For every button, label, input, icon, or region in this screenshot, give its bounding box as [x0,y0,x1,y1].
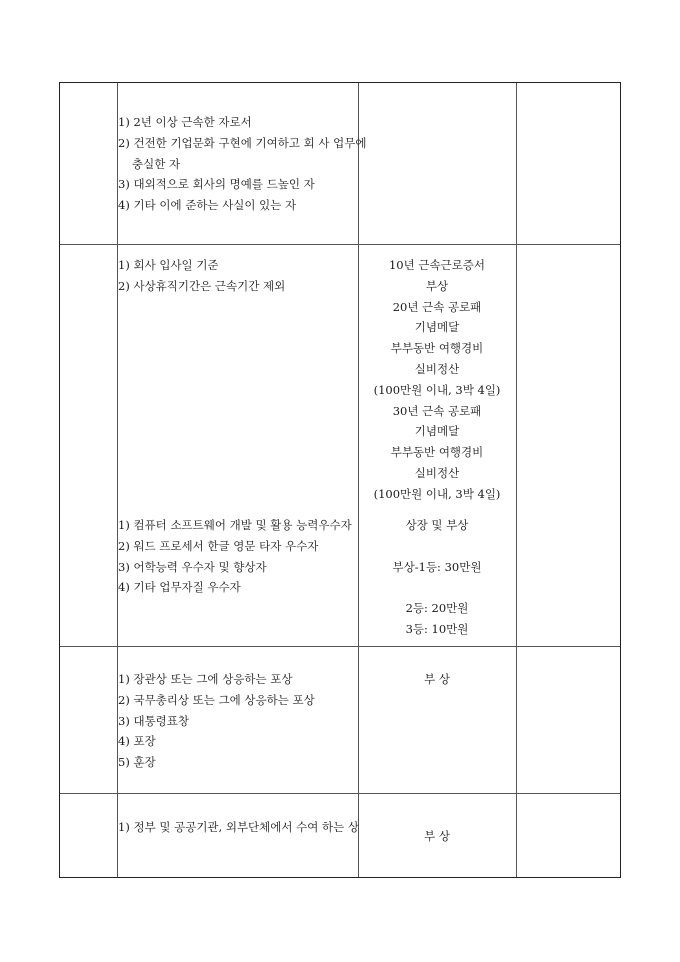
column-divider [516,83,517,877]
award-line [358,577,516,598]
criteria-cell [118,112,367,216]
criteria-item: 1) 컴퓨터 소프트웨어 개발 및 활용 능력우수자 [118,518,352,532]
criteria-item: 5) 훈장 [118,755,156,770]
row-divider [60,244,620,245]
award-line: 20년 근속 공로패 [392,299,482,314]
criteria-item: 4) 기타 이에 준하는 사실이 있는 자 [118,198,297,213]
award-line: 부 상 [424,829,450,843]
award-line: 30년 근속 공로패 [392,403,482,418]
award-line: 부부동반 여행경비 [390,445,484,460]
criteria-item: 1) 장관상 또는 그에 상응하는 포상 [118,672,293,686]
award-line: (100만원 이내, 3박 4일) [373,382,501,397]
award-line [358,536,516,557]
award-line: 부 상 [424,672,450,686]
criteria-cell [118,669,356,773]
award-criteria-table [59,82,621,878]
award-cell [358,255,516,505]
criteria-item: 2) 건전한 기업문화 구현에 기여하고 회 사 업무에 충실한 자 [118,135,367,171]
award-line: 실비정산 [414,361,460,376]
criteria-cell [118,515,356,598]
criteria-item: 2) 국무총리상 또는 그에 상응하는 포상 [118,692,315,707]
criteria-item: 2) 사상휴직기간은 근속기간 제외 [118,278,286,293]
award-line: 상장 및 부상 [405,518,469,532]
criteria-item: 4) 포장 [118,734,156,749]
award-line: 실비정산 [414,465,460,480]
criteria-item: 3) 어학능력 우수자 및 향상자 [118,559,267,574]
criteria-item: 1) 2년 이상 근속한 자로서 [118,115,252,129]
award-line: 부부동반 여행경비 [390,341,484,356]
criteria-item: 1) 정부 및 공공기관, 외부단체에서 수여 하는 상 [118,820,360,834]
award-line: (100만원 이내, 3박 4일) [373,486,501,501]
award-line: 기념메달 [414,320,460,335]
award-line: 부상-1등: 30만원 [392,559,482,574]
criteria-item: 3) 대외적으로 회사의 명예를 드높인 자 [118,177,315,192]
award-line: 기념메달 [414,424,460,439]
criteria-item: 2) 워드 프로세서 한글 영문 타자 우수자 [118,538,319,553]
award-cell [358,515,516,640]
award-line: 2등: 20만원 [405,601,469,616]
row-divider [60,793,620,794]
award-line: 10년 근속근로증서 [388,258,486,272]
criteria-item: 3) 대통령표창 [118,713,190,728]
award-cell [358,826,516,847]
award-line: 부상 [425,278,449,293]
award-cell [358,669,516,690]
award-line: 3등: 10만원 [405,621,469,636]
row-divider [60,646,620,647]
criteria-item: 1) 회사 입사일 기준 [118,258,219,272]
criteria-cell [118,817,360,838]
criteria-item: 4) 기타 업무자질 우수자 [118,580,241,595]
criteria-cell [118,255,356,297]
